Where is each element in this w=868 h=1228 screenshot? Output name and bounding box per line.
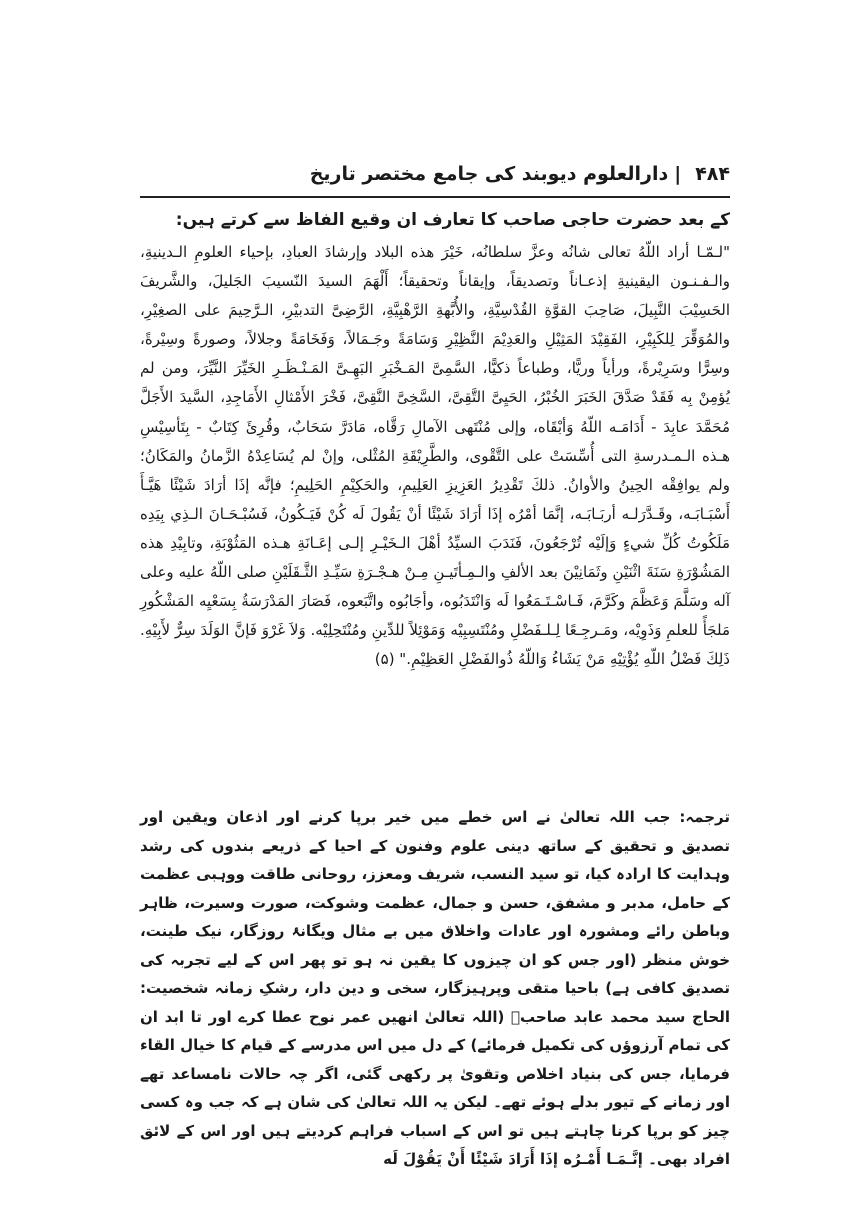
translation-label: ترجمہ: — [679, 808, 730, 826]
urdu-translation — [140, 803, 730, 1174]
running-header — [140, 154, 730, 194]
arabic-quotation: "لـمّـا أراد اللّهُ تعالی شانُه وعزَّ سلطانُه، خَیْرَ هذه البلاد وإرشادَ العبادِ، بإحیاء العلومِ الـدینیةِ، والـفـنـون الیقینیةِ إذعـاناً وتصدیقاً، وإیقاناً وتحقیقاً؛ أَلْهَمَ السیدَ النّسیبَ الجَلیلَ، والشَّریفَ الحَسِیْبَ النَّبِیلَ، صَاحِبَ القوَّةِ القُدْسِیَّةِ، والأُبَّهةِ الرَّهْبِیَّةِ، الرَّضِیَّ التدبیْرِ، الـرَّحِیمَ علی الصغِیْرِ، والمُوَقِّرَ لِلكَبِیْرِ، الفَقِیْدَ المَثِیْلِ والعَدِیْمَ النَّظِیْرِ وَسَامَةً وجَـمَالاً، وَفَخَامَةً وجلالاً، وصورةً وسِیْرةً، وسِرًّا وسَرِیْرةً، ورأیاً وریًّا، وطباعاً ذكیًّا، السَّمِیَّ المَـخْبَرِ البَهِـیَّ المَـنْـظَـرِ الخَیِّرَ النَّیِّرَ، ومن لم یُؤمِنْ بِه فَقَدْ صَدَّقَ الخَبَرَ الخُبْرُ، الحَیِیَّ التَّقِیَّ، السَّخِیَّ النَّقِیَّ، فَخْرَ الأَمْثالِ الأَمَاجِدِ، السَّیدَ الأَجَلَّ مُحَمَّدَ عابِدَ - أَدَامَـه اللّهُ وَأبْقَاه، وإلی مُنْتَهی الآمالِ رَقَّاه، مَادَرَّ سَحَابٌ، وقُرِئَ كِتَابٌ - بِتَأسِیْسِ هـذه الـمـدرسةِ التی أُسِّسَتْ علی التَّقْوی، والطَّرِیْقَةِ المُثْلی، وإنْ لم یُسَاعِدْهُ الزَّمانُ والمَكَانُ؛ ولم یوافِقْه الحِینُ والأوانُ. ذلكَ تَقْدِیرُ العَزِیزِ العَلِیمِ، والحَكِیْمِ الحَلِیمِ؛ فإنَّه إذَا أرَادَ شَیْئًا هَیَّـأَ أَسْبَـابَـه، وقَـدَّرَلـه أربَـابَـه، إنَّمَا أمْرُه إذَا أرَادَ شَیْئًا أنْ یَقُولَ لَه كُنْ فَیَـكُونُ، فَسُبْـحَـانَ الـذِي بِیَدِه مَلَكُوتُ كُلِّ شيءٍ وَإلَیْه تُرْجَعُونَ، فَنَدَبَ السیِّدُ أهْلَ الـخَیْـرِ إلـی إعَـانَةِ هـذه المَثُوْبَةِ، وتابِیْدِ هذه المَشُوْرَةِ سَنَةَ اثْنَیْنِ وثَمَانِیْنَ بعد الألفِ والـمِـأتَیـنِ مِـنْ هـجْـرَةِ سَیِّـدِ الثَّـقَلَیْنِ صلی اللّهُ علیه وعلی آله وسَلَّمَ وَعَظَّمَ وكَرَّمَ، فَـاسْـتَـمَعُوا لَه وَانْتَدَبُوه، وأجَابُوه واتَّبَعوه، فَصَارَ المَدْرَسَةُ بِسَعْیِه المَشْكُورِ مَلجَأً للعلمِ وَذَوِیْه، ومَـرجِـعًا لِـلـفَضْلِ ومُنْتَسِبِیْه وَمَوْئِلاً للدِّینِ ومُنْتَحِلِیْه. وَلاَ غَرْوَ فَإنَّ الوَلَدَ سِرٌّ لأَبِیْهِ. ذَلِكَ فَضْلُ اللّهِ یُؤْتِیْهِ مَنْ یَشَاءُ وَاللّهُ ذُوالفَضْلِ العَظِیْمِ." (۵) — [140, 243, 730, 669]
translation-text: جب اللہ تعالیٰ نے اس خطے میں خیر برپا کرنے اور اذعان ویقین اور تصدیق و تحقیق کے ساتھ دینی علوم وفنون کے احیا کے ذریعے بندوں کی رشد وہدایت کا ارادہ کیا، تو سید النسب، شریف ومعزز، روحانی طاقت ووہبی عظمت کے حامل، مدبر و مشفق، حسن و جمال، عظمت وشوکت، صورت وسیرت، ظاہر وباطن رائے ومشورہ اور عادات واخلاق میں بے مثال ویگانۂ روزگار، نیک طینت، خوش منظر (اور جس کو ان چیزوں کا یقین نہ ہو تو پھر اس کے لیے تجربہ کی تصدیق کافی ہے) باحیا متقی وپرہیزگار، سخی و دین دار، رشکِ زمانہ شخصیت: الحاج سید محمد عابد صاحبؒ (اللہ تعالیٰ انھیں عمر نوح عطا کرے اور تا ابد ان کی تمام آرزوؤں کی تکمیل فرمائے) کے دل میں اس مدرسے کے قیام کا خیال القاء فرمایا، جس کی بنیاد اخلاص وتقویٰ پر رکھی گئی، اگر چہ حالات نامساعد تھے اور زمانے کے تیور بدلے ہوئے تھے۔ لیکن یہ اللہ تعالیٰ کی شان ہے کہ جب وہ کسی چیز کو برپا کرنا چاہتے ہیں تو اس کے اسباب فراہم کردیتے ہیں اور اس کے لائق افراد بھی۔ إنَّـمَـا أَمْـرُه إذَا أَرَادَ شَیْئًا أَنْ یَقُوْلَ لَه — [140, 808, 730, 1168]
intro-line: کے بعد حضرت حاجی صاحب کا تعارف ان وقیع الفاظ سے کرتے ہیں: — [175, 210, 730, 230]
header-separator: | — [674, 163, 682, 185]
book-title: دارالعلوم دیوبند کی جامع مختصر تاریخ — [309, 163, 669, 185]
page-number: ۴۸۴ — [695, 163, 730, 185]
header-rule — [140, 196, 730, 198]
